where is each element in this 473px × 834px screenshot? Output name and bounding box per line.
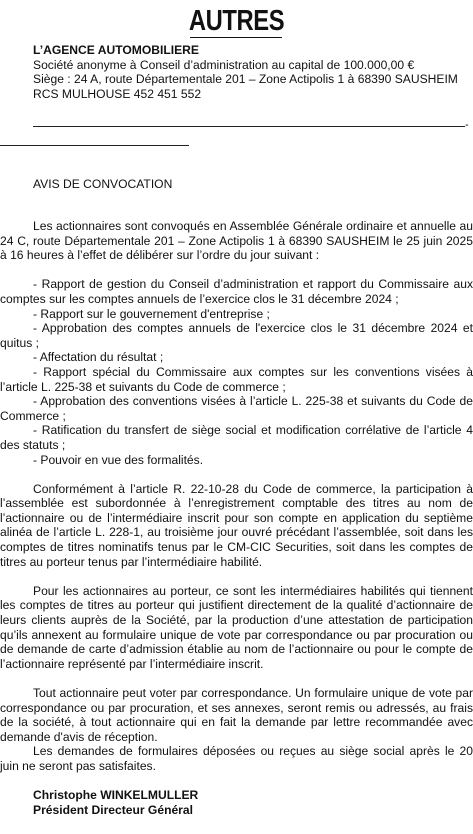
form-requests-paragraph: Les demandes de formulaires déposées ou reçues au siège social après le 20 juin ne seront pas satisfaites.	[0, 744, 473, 773]
agenda-item: - Approbation des comptes annuels de l'exercice clos le 31 décembre 2024 et quitus ;	[0, 321, 473, 350]
company-rcs: RCS MULHOUSE 452 451 552	[33, 86, 202, 101]
intro-paragraph: Les actionnaires sont convoqués en Assemblée Générale ordinaire et annuelle au 24 C, route Départementale 201 – Zone Actipolis 1 à 68390 SAUSHEIM le 25 juin 2025 à 16 heures à l’effet de délibérer sur l’ordre du jour suivant :	[0, 219, 473, 263]
agenda-item: - Approbation des conventions visées à l’article L. 225-38 et suivants du Code de Commerce ;	[0, 394, 473, 423]
notice-title: AVIS DE CONVOCATION	[33, 177, 173, 191]
participation-paragraph: Conformément à l’article R. 22-10-28 du Code de commerce, la participation à l’assemblée est subordonnée à l’enregistrement comptable des titres au nom de l’actionnaire ou de l’intermédiaire inscrit pour son compte en application du septième alinéa de l’article L. 228-1, au troisième jour ouvré précédant l’assemblée, soit dans les comptes de titres nominatifs tenus par le CM-CIC Securities, soit dans les comptes de titres au porteur tenus par l’intermédiaire habilité.	[0, 481, 473, 569]
notice-body	[0, 219, 473, 774]
separator-line-short	[0, 145, 189, 146]
section-heading: AUTRES	[188, 5, 285, 37]
company-name: L’AGENCE AUTOMOBILIERE	[33, 43, 199, 57]
company-address: Siège : 24 A, route Départementale 201 – Zone Actipolis 1 à 68390 SAUSHEIM	[33, 72, 458, 87]
signatory-name: Christophe WINKELMULLER	[33, 788, 199, 802]
heading-underline	[190, 37, 282, 38]
separator-line	[33, 126, 465, 127]
signature-block	[33, 788, 198, 817]
agenda-item: - Rapport de gestion du Conseil d’administration et rapport du Commissaire aux comptes sur les comptes annuels de l’exercice clos le 31 décembre 2024 ;	[0, 277, 473, 306]
agenda-item: - Pouvoir en vue des formalités.	[33, 452, 204, 467]
agenda-item: - Ratification du transfert de siège social et modification corrélative de l’article 4 des statuts ;	[0, 423, 473, 452]
bearer-shares-paragraph: Pour les actionnaires au porteur, ce sont les intermédiaires habilités qui tiennent les comptes de titres au porteur qui justifient directement de la qualité d’actionnaire de leurs clients auprès de la Société, par la production d’une attestation de participation qu’ils annexent au formulaire unique de vote par correspondance ou par procuration ou de demande de carte d’admission établie au nom de l’actionnaire ou pour le compte de l’actionnaire représenté par l’intermédiaire inscrit.	[0, 583, 473, 671]
agenda-item: - Rapport sur le gouvernement d'entreprise ;	[33, 306, 270, 321]
voting-paragraph: Tout actionnaire peut voter par correspondance. Un formulaire unique de vote par correspondance ou par procuration, et ses annexes, seront remis ou adressés, au frais de la société, à tout actionnaire qui en fait la demande par lettre recommandée avec demande d'avis de réception.	[0, 686, 473, 744]
agenda-item: - Rapport spécial du Commissaire aux comptes sur les conventions visées à l’article L. 225-38 et suivants du Code de commerce ;	[0, 364, 473, 394]
company-header	[33, 43, 463, 101]
company-legal-form: Société anonyme à Conseil d’administration au capital de 100.000,00 €	[33, 57, 415, 72]
separator-dash: -	[465, 119, 469, 131]
agenda-item: - Affectation du résultat ;	[33, 350, 164, 365]
signatory-title: Président Directeur Général	[33, 802, 193, 817]
